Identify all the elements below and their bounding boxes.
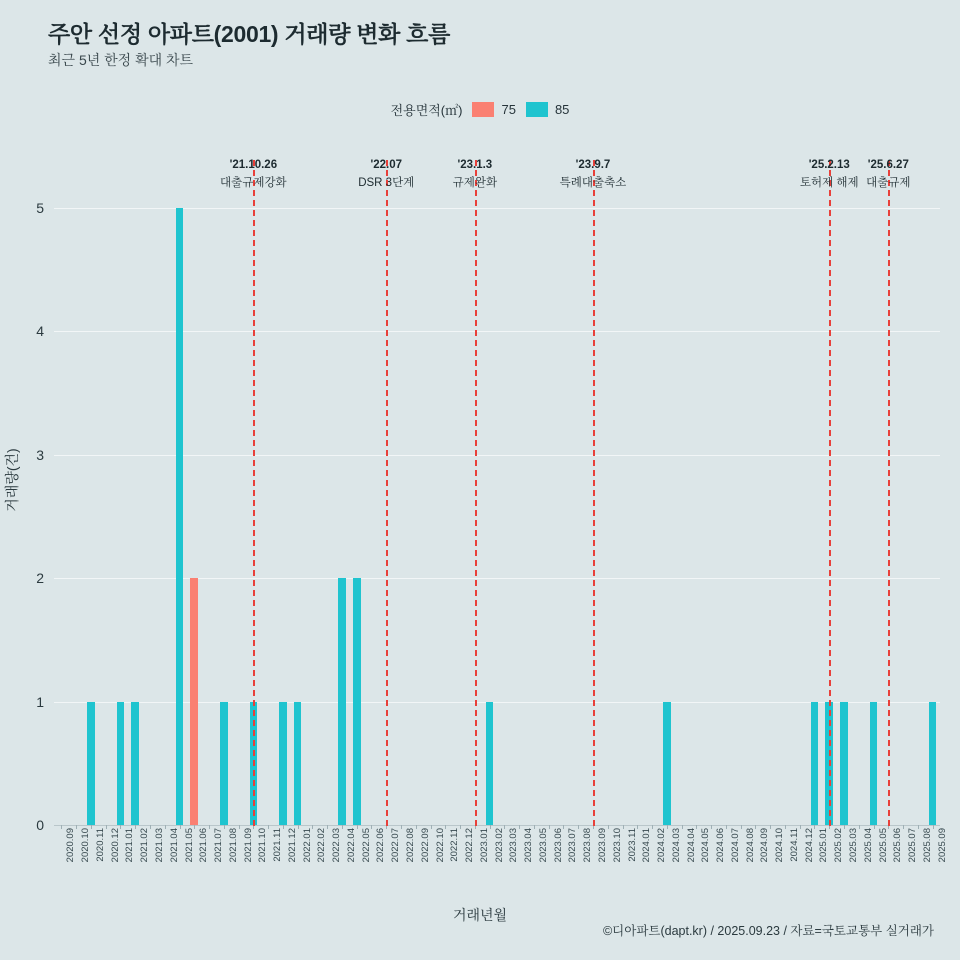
x-axis-tick-label: 2024.05 — [700, 828, 712, 863]
credit-text: ©디아파트(dapt.kr) / 2025.09.23 / 자료=국토교통부 실거래가 — [602, 924, 934, 938]
x-axis-tickmark — [534, 825, 535, 829]
x-axis-tickmark — [180, 825, 181, 829]
event-date: '25.2.13 — [808, 159, 850, 171]
y-axis-tick-label: 1 — [36, 693, 44, 710]
x-axis-tickmark — [76, 825, 77, 829]
event-date: '23.1.3 — [457, 159, 493, 171]
legend-label-85: 85 — [554, 102, 570, 117]
x-axis-tickmark — [120, 825, 121, 829]
x-axis-tick-label: 2020.11 — [94, 828, 106, 862]
x-axis-tick-label: 2025.02 — [833, 828, 845, 863]
x-axis-tick-label: 2025.04 — [862, 828, 874, 863]
x-axis-tickmark — [91, 825, 92, 829]
x-axis-tick-label: 2023.07 — [567, 828, 579, 863]
x-axis-tick-label: 2023.09 — [596, 828, 608, 863]
x-axis-tick-label: 2023.11 — [626, 828, 638, 862]
chart-bar[interactable] — [663, 702, 671, 825]
x-axis-tick-label: 2024.10 — [774, 828, 786, 863]
x-axis-tick-label: 2022.04 — [345, 828, 357, 863]
x-axis-tickmark — [416, 825, 417, 829]
x-axis-tick-label: 2020.10 — [80, 828, 92, 863]
y-axis-tick-label: 3 — [36, 446, 44, 463]
event-date: '22.07 — [370, 159, 402, 171]
chart-plot-area — [36, 200, 948, 863]
x-axis-tickmark — [667, 825, 668, 829]
x-axis-tickmark — [431, 825, 432, 829]
event-line — [829, 160, 831, 826]
x-axis-tickmark — [165, 825, 166, 829]
chart-bar[interactable] — [294, 702, 302, 825]
x-axis-tickmark — [239, 825, 240, 829]
chart-bar[interactable] — [117, 702, 125, 825]
x-axis-tick-label: 2023.03 — [508, 828, 520, 863]
legend-label-75: 75 — [501, 102, 516, 117]
x-axis-tickmark — [726, 825, 727, 829]
x-axis-tick-label: 2023.05 — [537, 828, 549, 863]
x-axis-tickmark — [312, 825, 313, 829]
x-axis-tickmark — [504, 825, 505, 829]
legend-item-75[interactable] — [472, 102, 515, 117]
x-axis-tick-label: 2022.08 — [405, 828, 417, 863]
x-axis-tickmark — [150, 825, 151, 829]
x-axis-tickmark — [194, 825, 195, 829]
x-axis-tickmark — [711, 825, 712, 829]
event-annotation — [358, 157, 414, 193]
y-axis-tick-label: 0 — [36, 817, 44, 833]
chart-bar[interactable] — [870, 702, 878, 825]
chart-bar[interactable] — [131, 702, 139, 825]
event-line — [593, 160, 595, 826]
x-axis-tick-label: 2023.04 — [523, 828, 535, 863]
event-annotation — [866, 157, 910, 193]
gridline — [54, 578, 940, 579]
legend-swatch-85 — [526, 102, 548, 117]
x-axis-tick-label: 2021.08 — [227, 828, 239, 863]
x-axis-label: 거래년월 — [452, 907, 508, 923]
page-title: 주안 선정 아파트(2001) 거래량 변화 흐름 — [48, 21, 450, 47]
x-axis-tickmark — [106, 825, 107, 829]
x-axis-tickmark — [268, 825, 269, 829]
legend-swatch-75 — [472, 102, 494, 117]
page-subtitle: 최근 5년 한정 확대 차트 — [48, 52, 194, 68]
x-axis-tickmark — [283, 825, 284, 829]
event-date: '25.6.27 — [867, 159, 909, 171]
chart-bar[interactable] — [486, 702, 494, 825]
x-axis-tickmark — [342, 825, 343, 829]
gridline — [54, 702, 940, 703]
x-axis-tickmark — [445, 825, 446, 829]
event-line — [475, 160, 477, 826]
x-axis-tickmark — [903, 825, 904, 829]
gridline — [54, 208, 940, 209]
x-axis-tick-label: 2020.12 — [109, 828, 121, 863]
x-axis-tickmark — [135, 825, 136, 829]
event-line — [386, 160, 388, 826]
x-axis-tickmark — [800, 825, 801, 829]
x-axis-tickmark — [490, 825, 491, 829]
x-axis-tick-label: 2022.09 — [419, 828, 431, 863]
x-axis-tick-label: 2025.05 — [877, 828, 889, 863]
x-axis-tick-label: 2021.01 — [124, 828, 136, 863]
x-axis-tickmark — [814, 825, 815, 829]
x-axis-tickmark — [652, 825, 653, 829]
event-text: DSR 3단계 — [358, 176, 415, 189]
x-axis-tickmark — [696, 825, 697, 829]
x-axis-tick-label: 2021.04 — [168, 828, 180, 863]
event-line — [253, 160, 255, 826]
x-axis-tick-label: 2022.05 — [360, 828, 372, 863]
legend-item-85[interactable] — [526, 102, 569, 117]
x-axis-tick-label: 2021.03 — [153, 828, 165, 863]
chart-bar[interactable] — [176, 208, 184, 825]
x-axis-tickmark — [637, 825, 638, 829]
chart-bar[interactable] — [87, 702, 95, 825]
x-axis-tick-label: 2021.09 — [242, 828, 254, 863]
x-axis-tick-label: 2025.06 — [892, 828, 904, 863]
x-axis-tick-label: 2024.08 — [744, 828, 756, 863]
x-axis-tickmark — [785, 825, 786, 829]
gridline — [54, 455, 940, 456]
x-axis-tick-label: 2022.07 — [390, 828, 402, 863]
x-axis-tick-label: 2024.03 — [670, 828, 682, 863]
x-axis-tick-label: 2021.11 — [272, 828, 284, 862]
x-axis-tickmark — [755, 825, 756, 829]
x-axis-tickmark — [371, 825, 372, 829]
x-axis-tick-label: 2022.12 — [464, 828, 476, 863]
x-axis-tickmark — [933, 825, 934, 829]
x-axis-tickmark — [770, 825, 771, 829]
y-axis-tick-label: 2 — [36, 570, 44, 587]
x-axis-tick-label: 2024.02 — [656, 828, 668, 863]
x-axis-tick-label: 2025.03 — [848, 828, 860, 863]
x-axis-tickmark — [623, 825, 624, 829]
y-axis-tick-label: 5 — [36, 200, 44, 216]
x-axis-tick-label: 2021.07 — [213, 828, 225, 863]
x-axis-tickmark — [519, 825, 520, 829]
y-axis-tick-label: 4 — [36, 323, 44, 340]
x-axis-tick-label: 2025.09 — [936, 828, 948, 863]
x-axis-tickmark — [460, 825, 461, 829]
event-annotation — [560, 157, 627, 193]
x-axis-tickmark — [859, 825, 860, 829]
x-axis-tick-label: 2022.02 — [316, 828, 328, 863]
x-axis-tick-label: 2024.09 — [759, 828, 771, 863]
x-axis-tickmark — [549, 825, 550, 829]
event-date: '21.10.26 — [229, 159, 278, 171]
event-line — [888, 160, 890, 826]
chart-bar[interactable] — [840, 702, 848, 825]
x-axis-tickmark — [874, 825, 875, 829]
y-axis-label: 거래량(건) — [4, 448, 20, 512]
event-text: 특례대출축소 — [559, 176, 627, 189]
x-axis-tickmark — [682, 825, 683, 829]
chart-bar[interactable] — [338, 578, 346, 825]
x-axis-tick-label: 2022.03 — [331, 828, 343, 863]
x-axis-tick-label: 2024.07 — [729, 828, 741, 863]
gridline — [54, 331, 940, 332]
x-axis-tick-label: 2021.12 — [286, 828, 298, 863]
event-text: 토허제 해제 — [799, 176, 859, 189]
x-axis-tick-label: 2025.01 — [818, 828, 830, 863]
x-axis-tickmark — [357, 825, 358, 829]
x-axis-tickmark — [608, 825, 609, 829]
x-axis-tick-label: 2022.10 — [434, 828, 446, 863]
x-axis-tickmark — [327, 825, 328, 829]
x-axis-tick-label: 2024.01 — [641, 828, 653, 863]
x-axis-tick-label: 2021.06 — [198, 828, 210, 863]
x-axis-tickmark — [224, 825, 225, 829]
legend-title: 전용면적(㎡) — [390, 103, 463, 118]
chart-bar[interactable] — [220, 702, 228, 825]
x-axis-tick-label: 2025.07 — [907, 828, 919, 863]
x-axis-tick-label: 2024.12 — [803, 828, 815, 863]
x-axis-tickmark — [563, 825, 564, 829]
event-annotation — [220, 157, 287, 193]
x-axis-tick-label: 2022.11 — [449, 828, 461, 862]
event-annotation — [800, 157, 859, 193]
x-axis-tickmark — [401, 825, 402, 829]
chart-bar[interactable] — [353, 578, 361, 825]
chart-legend — [0, 100, 960, 119]
gridline — [54, 825, 940, 826]
event-date: '23.9.7 — [575, 159, 611, 171]
x-axis-tickmark — [844, 825, 845, 829]
x-axis-tick-label: 2024.04 — [685, 828, 697, 863]
x-axis-tick-label: 2022.01 — [301, 828, 313, 863]
event-annotation — [453, 157, 497, 193]
x-axis-tickmark — [298, 825, 299, 829]
x-axis-tick-label: 2021.05 — [183, 828, 195, 863]
x-axis-tick-label: 2021.10 — [257, 828, 269, 863]
x-axis-tickmark — [578, 825, 579, 829]
chart-bar[interactable] — [811, 702, 819, 825]
chart-bar[interactable] — [929, 702, 937, 825]
x-axis-tick-label: 2024.11 — [788, 828, 800, 862]
x-axis-tick-label: 2023.10 — [611, 828, 623, 863]
event-text: 대출규제강화 — [220, 176, 287, 189]
x-axis-tickmark — [61, 825, 62, 829]
x-axis-tick-label: 2021.02 — [139, 828, 151, 863]
x-axis-tickmark — [741, 825, 742, 829]
chart-bar[interactable] — [190, 578, 198, 825]
chart-bar[interactable] — [279, 702, 287, 825]
x-axis-tick-label: 2022.06 — [375, 828, 387, 863]
x-axis-tickmark — [918, 825, 919, 829]
event-text: 규제완화 — [452, 176, 498, 189]
x-axis-tick-label: 2023.06 — [552, 828, 564, 863]
x-axis-tick-label: 2025.08 — [921, 828, 933, 863]
x-axis-tick-label: 2023.01 — [478, 828, 490, 863]
x-axis-tick-label: 2024.06 — [715, 828, 727, 863]
x-axis-tick-label: 2023.08 — [582, 828, 594, 863]
x-axis-tick-label: 2023.02 — [493, 828, 505, 863]
x-axis-tickmark — [209, 825, 210, 829]
event-text: 대출규제 — [866, 176, 911, 189]
x-axis-tick-label: 2020.09 — [65, 828, 77, 863]
